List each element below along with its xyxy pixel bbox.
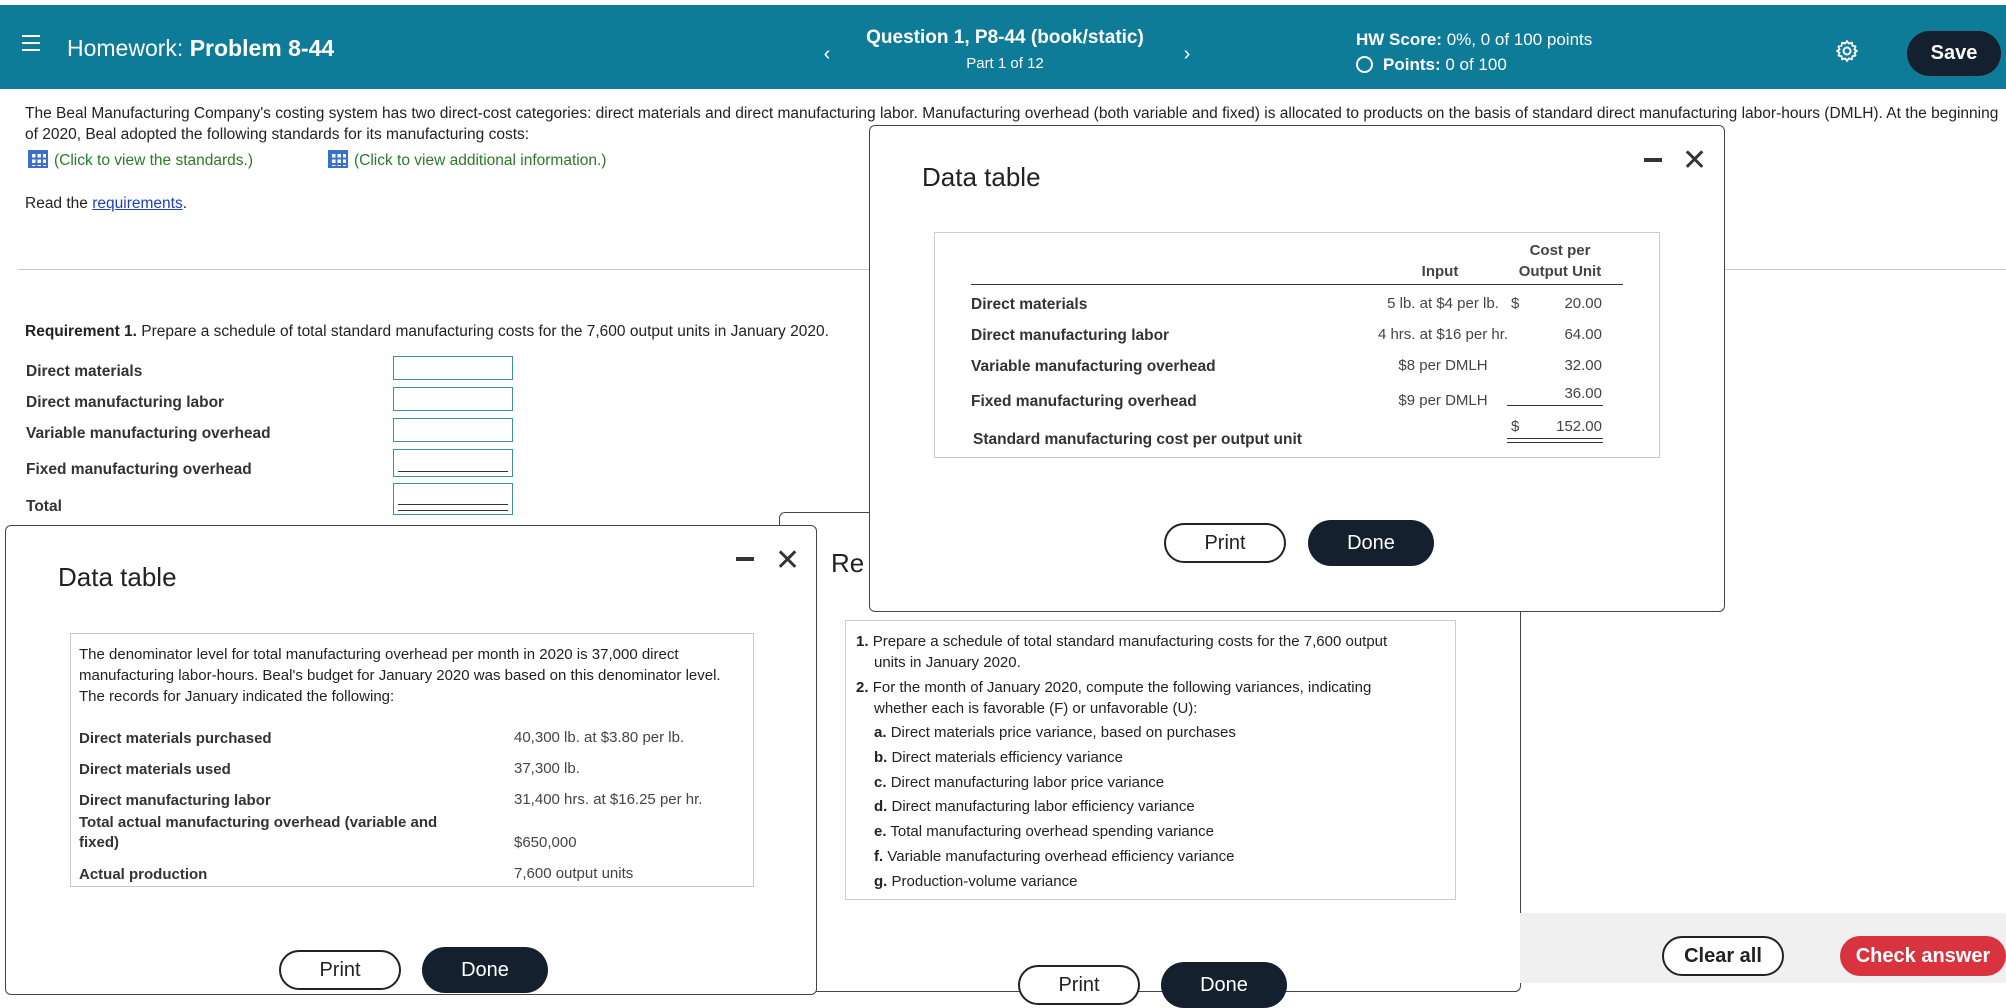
info-label: Total actual manufacturing overhead (variable and fixed): [79, 814, 438, 851]
hw-score-value: 0%, 0 of 100 points: [1446, 30, 1593, 49]
next-question-button[interactable]: ›: [1183, 43, 1191, 65]
save-button[interactable]: Save: [1907, 31, 2001, 76]
requirement-1-text: Prepare a schedule of total standard manufacturing costs for the 7,600 output units in January 2020.: [141, 323, 829, 340]
requirements-dialog-title: Re: [831, 548, 865, 578]
total-double-rule: [1507, 438, 1603, 443]
additional-print-button[interactable]: Print: [279, 950, 401, 990]
table-icon: [328, 150, 348, 168]
standard-input: $8 per DMLH: [1398, 357, 1488, 374]
standard-cost: 36.00: [1564, 385, 1602, 402]
menu-icon[interactable]: [22, 35, 40, 51]
standard-label: Fixed manufacturing overhead: [971, 393, 1197, 410]
standards-dialog-title: Data table: [922, 162, 1041, 192]
schedule-label-direct-materials: Direct materials: [26, 363, 143, 380]
requirement-item: 2. For the month of January 2020, compute the following variances, indicating: [856, 679, 1372, 696]
homework-name: Problem 8-44: [189, 35, 335, 61]
minimize-icon[interactable]: [1644, 158, 1662, 162]
info-value: 31,400 hrs. at $16.25 per hr.: [514, 791, 703, 808]
top-bar: [0, 5, 2006, 89]
additional-done-button[interactable]: Done: [422, 947, 548, 993]
previous-question-button[interactable]: ‹: [823, 43, 831, 65]
direct-materials-input[interactable]: [393, 356, 513, 380]
close-icon[interactable]: ✕: [1682, 144, 1708, 177]
info-label: Direct materials used: [79, 761, 231, 778]
standard-input: $9 per DMLH: [1398, 392, 1488, 409]
standard-input: 4 hrs. at $16 per hr.: [1377, 326, 1509, 343]
additional-dialog-title: Data table: [58, 562, 177, 592]
requirements-list: [845, 620, 1456, 900]
schedule-label-total: Total: [26, 498, 62, 515]
requirements-link[interactable]: requirements: [92, 195, 183, 212]
question-part: Part 1 of 12: [966, 55, 1044, 72]
requirement-item: units in January 2020.: [874, 654, 1021, 671]
score-block: [1356, 30, 1592, 80]
requirement-item: 1. Prepare a schedule of total standard manufacturing costs for the 7,600 output: [856, 633, 1388, 650]
read-suffix: .: [182, 195, 188, 212]
requirements-done-button[interactable]: Done: [1161, 962, 1287, 1008]
gear-icon[interactable]: [1835, 39, 1859, 63]
points-label: Points:: [1383, 55, 1441, 74]
standards-table: [934, 232, 1660, 458]
requirement-item: f. Variable manufacturing overhead efficiency variance: [874, 848, 1235, 865]
variable-overhead-input[interactable]: [393, 418, 513, 442]
hw-score-label: HW Score:: [1356, 30, 1442, 49]
standard-label: Direct manufacturing labor: [971, 327, 1170, 344]
info-value: 40,300 lb. at $3.80 per lb.: [514, 729, 685, 746]
standard-dollar: $: [1511, 295, 1520, 312]
requirement-item: b. Direct materials efficiency variance: [874, 749, 1123, 766]
view-additional-link[interactable]: [328, 150, 606, 170]
standard-cost: 64.00: [1564, 326, 1602, 343]
info-value: 7,600 output units: [514, 865, 634, 882]
total-input[interactable]: [393, 483, 513, 515]
question-title-block: [860, 27, 1150, 72]
question-title: Question 1, P8-44 (book/static): [866, 27, 1144, 48]
standards-done-button[interactable]: Done: [1308, 520, 1434, 566]
column-header-cost-1: Cost per: [1529, 242, 1591, 259]
additional-info-dialog: [5, 525, 817, 995]
read-prefix: Read the: [25, 195, 88, 212]
view-standards-label: (Click to view the standards.): [54, 152, 253, 169]
fixed-overhead-input[interactable]: [393, 449, 513, 477]
direct-labor-input[interactable]: [393, 387, 513, 411]
standard-input: 5 lb. at $4 per lb.: [1387, 295, 1499, 312]
requirement-item: d. Direct manufacturing labor efficiency variance: [874, 798, 1195, 815]
additional-info-text: The denominator level for total manufacturing overhead per month in 2020 is 37,000 direct manufacturing labor-hours. Beal's budget for January 2020 was based on this denominator level. The records for January indicated the following:: [79, 646, 721, 705]
standards-dialog: [869, 125, 1725, 612]
requirement-item: e. Total manufacturing overhead spending variance: [874, 823, 1214, 840]
info-label: Actual production: [79, 866, 208, 883]
info-value: 37,300 lb.: [514, 760, 580, 777]
standard-total-dollar: $: [1511, 418, 1520, 435]
read-requirements: [25, 195, 187, 213]
requirement-1-label: Requirement 1.: [25, 323, 137, 340]
subtotal-rule: [1507, 405, 1603, 406]
schedule-label-fixed-overhead: Fixed manufacturing overhead: [26, 461, 252, 478]
additional-info-table: [70, 633, 754, 887]
requirement-item: c. Direct manufacturing labor price variance: [874, 774, 1165, 791]
points-value: 0 of 100: [1445, 55, 1507, 74]
info-label: Direct materials purchased: [79, 730, 272, 747]
schedule-label-direct-labor: Direct manufacturing labor: [26, 394, 225, 411]
standard-total-cost: 152.00: [1556, 418, 1602, 435]
clear-all-button[interactable]: Clear all: [1662, 936, 1784, 976]
problem-intro: The Beal Manufacturing Company's costing system has two direct-cost categories: direct materials and direct manufacturing labor. Manufacturing overhead (both variable and fixed) is allocated to products on the basis of standard direct manufacturing labor-hours (DMLH). At the beginning of 2020, Beal adopted the following standards for its manufacturing costs:: [25, 105, 1999, 143]
requirement-item: whether each is favorable (F) or unfavorable (U):: [874, 700, 1198, 717]
requirement-1: [25, 323, 829, 341]
check-answer-button[interactable]: Check answer: [1840, 936, 2006, 976]
column-header-input: Input: [1421, 263, 1459, 280]
standard-label: Variable manufacturing overhead: [971, 358, 1216, 375]
column-header-cost-2: Output Unit: [1518, 263, 1602, 280]
standard-cost: 20.00: [1564, 295, 1602, 312]
homework-prefix: Homework:: [67, 35, 184, 61]
standard-total-label: Standard manufacturing cost per output unit: [973, 431, 1302, 448]
table-icon: [28, 150, 48, 168]
header-rule: [971, 284, 1623, 285]
requirement-item: g. Production-volume variance: [874, 873, 1078, 890]
requirement-item: a. Direct materials price variance, based on purchases: [874, 724, 1236, 741]
view-additional-label: (Click to view additional information.): [354, 152, 607, 169]
minimize-icon[interactable]: [736, 557, 754, 561]
standards-print-button[interactable]: Print: [1164, 523, 1286, 563]
info-label: Direct manufacturing labor: [79, 792, 271, 809]
requirements-print-button[interactable]: Print: [1018, 965, 1140, 1005]
points-circle-icon: [1356, 56, 1373, 73]
standard-cost: 32.00: [1564, 357, 1602, 374]
view-standards-link[interactable]: [28, 150, 253, 170]
schedule-label-variable-overhead: Variable manufacturing overhead: [26, 425, 271, 442]
standard-label: Direct materials: [971, 296, 1088, 313]
homework-title: [67, 35, 334, 62]
info-value: $650,000: [514, 834, 577, 851]
close-icon[interactable]: ✕: [775, 544, 801, 577]
